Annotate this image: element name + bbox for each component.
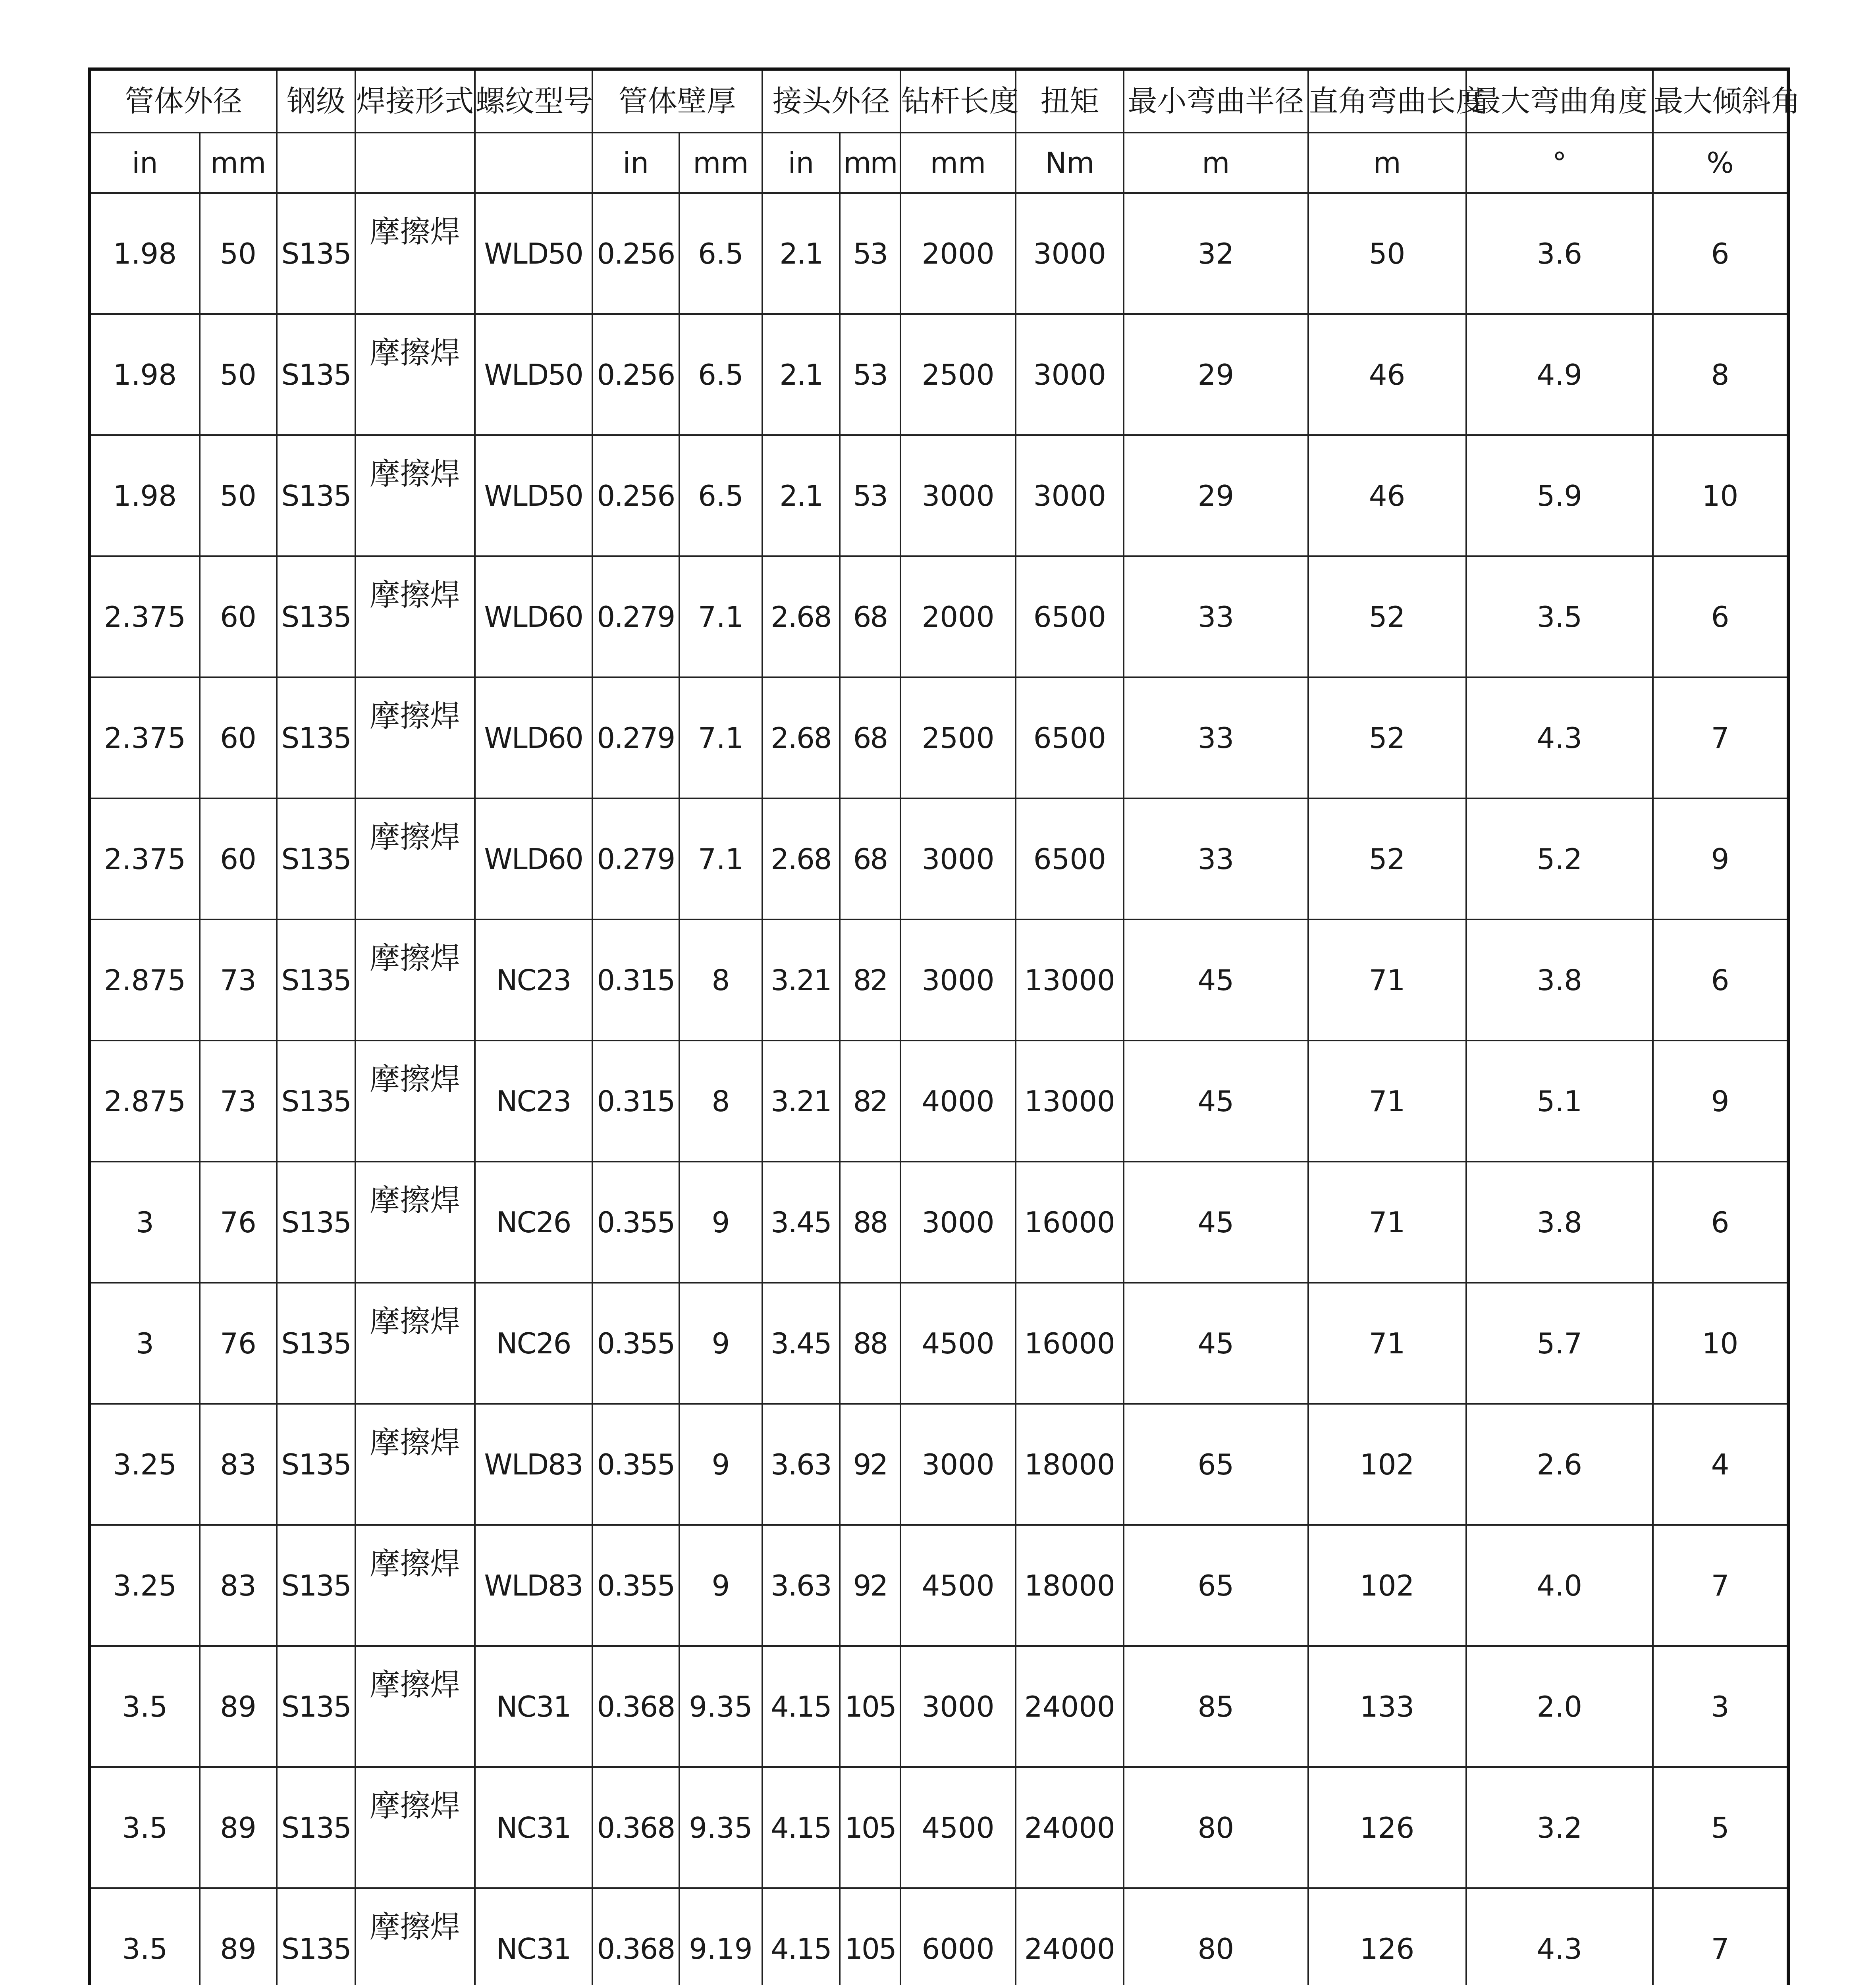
table-cell: 0.355	[592, 1525, 680, 1646]
table-cell: 4.15	[762, 1767, 840, 1888]
unit-cell: in	[89, 133, 200, 193]
table-cell: 9	[1653, 798, 1788, 919]
table-cell: 8	[679, 919, 762, 1041]
table-row	[89, 1888, 1788, 1985]
table-cell: S135	[277, 1283, 355, 1404]
table-cell: 6.5	[679, 193, 762, 314]
table-cell: 3000	[900, 798, 1016, 919]
table-cell: 71	[1308, 1283, 1466, 1404]
table-cell: 65	[1124, 1404, 1308, 1525]
table-cell: 5.7	[1466, 1283, 1653, 1404]
table-cell: 6	[1653, 193, 1788, 314]
column-header: 管体外径	[89, 69, 277, 133]
unit-cell: Nm	[1016, 133, 1124, 193]
table-cell: 6	[1653, 919, 1788, 1041]
table-cell: 29	[1124, 314, 1308, 435]
table-row	[89, 1283, 1788, 1404]
table-cell: 3.21	[762, 1041, 840, 1162]
table-cell: 2.1	[762, 314, 840, 435]
table-cell: 4.0	[1466, 1525, 1653, 1646]
table-cell: 13000	[1016, 919, 1124, 1041]
table-cell: S135	[277, 314, 355, 435]
unit-cell: mm	[840, 133, 900, 193]
unit-cell: m	[1308, 133, 1466, 193]
table-cell: 3	[89, 1283, 200, 1404]
table-cell: 2.6	[1466, 1404, 1653, 1525]
table-cell: 0.315	[592, 1041, 680, 1162]
table-cell: 3.2	[1466, 1767, 1653, 1888]
table-cell: 50	[200, 193, 277, 314]
table-cell: 4000	[900, 1041, 1016, 1162]
table-cell: 摩擦焊	[355, 193, 475, 314]
table-cell: 2.375	[89, 677, 200, 798]
table-cell: 4500	[900, 1283, 1016, 1404]
table-cell: 9	[679, 1283, 762, 1404]
table-cell: WLD83	[475, 1525, 592, 1646]
table-cell: WLD83	[475, 1404, 592, 1525]
table-cell: 摩擦焊	[355, 556, 475, 677]
table-cell: 85	[1124, 1646, 1308, 1767]
table-cell: S135	[277, 1162, 355, 1283]
table-cell: 0.256	[592, 435, 680, 556]
table-cell: 0.355	[592, 1404, 680, 1525]
table-cell: 2.875	[89, 1041, 200, 1162]
table-cell: 2.68	[762, 556, 840, 677]
table-cell: 7	[1653, 1888, 1788, 1985]
table-cell: 3.63	[762, 1525, 840, 1646]
table-cell: 摩擦焊	[355, 1525, 475, 1646]
table-cell: 6500	[1016, 798, 1124, 919]
table-cell: 33	[1124, 798, 1308, 919]
table-cell: 摩擦焊	[355, 1283, 475, 1404]
table-row	[89, 1162, 1788, 1283]
table-cell: 45	[1124, 1283, 1308, 1404]
table-cell: 2.1	[762, 193, 840, 314]
table-cell: 摩擦焊	[355, 1888, 475, 1985]
table-cell: 1.98	[89, 314, 200, 435]
table-cell: 8	[679, 1041, 762, 1162]
table-cell: 2.0	[1466, 1646, 1653, 1767]
table-cell: 3.63	[762, 1404, 840, 1525]
table-cell: S135	[277, 1525, 355, 1646]
table-cell: 68	[840, 677, 900, 798]
column-header: 管体壁厚	[592, 69, 762, 133]
table-cell: 3.5	[89, 1646, 200, 1767]
unit-cell: mm	[200, 133, 277, 193]
table-cell: WLD60	[475, 556, 592, 677]
table-cell: 65	[1124, 1525, 1308, 1646]
table-cell: 2.375	[89, 556, 200, 677]
table-cell: 68	[840, 798, 900, 919]
table-cell: 32	[1124, 193, 1308, 314]
table-cell: 73	[200, 919, 277, 1041]
table-cell: 摩擦焊	[355, 314, 475, 435]
table-cell: 7.1	[679, 677, 762, 798]
table-cell: 9	[679, 1162, 762, 1283]
unit-cell: m	[1124, 133, 1308, 193]
table-cell: 126	[1308, 1767, 1466, 1888]
table-cell: 6500	[1016, 556, 1124, 677]
table-cell: 6.5	[679, 314, 762, 435]
table-cell: 2.375	[89, 798, 200, 919]
table-cell: 9.35	[679, 1767, 762, 1888]
table-cell: S135	[277, 1041, 355, 1162]
table-cell: S135	[277, 193, 355, 314]
table-cell: 3.5	[89, 1767, 200, 1888]
table-cell: 9	[679, 1525, 762, 1646]
table-cell: S135	[277, 919, 355, 1041]
table-cell: 71	[1308, 919, 1466, 1041]
header-row	[89, 69, 1788, 133]
table-cell: 0.368	[592, 1888, 680, 1985]
table-cell: 3000	[900, 435, 1016, 556]
table-cell: 53	[840, 193, 900, 314]
table-cell: S135	[277, 677, 355, 798]
table-cell: 4	[1653, 1404, 1788, 1525]
column-header: 焊接形式	[355, 69, 475, 133]
table-cell: 82	[840, 1041, 900, 1162]
table-row	[89, 798, 1788, 919]
table-cell: 8	[1653, 314, 1788, 435]
table-cell: 3.21	[762, 919, 840, 1041]
table-cell: 52	[1308, 798, 1466, 919]
table-cell: 3.8	[1466, 919, 1653, 1041]
table-cell: 0.355	[592, 1283, 680, 1404]
unit-cell: %	[1653, 133, 1788, 193]
table-cell: 18000	[1016, 1404, 1124, 1525]
table-cell: 88	[840, 1162, 900, 1283]
table-cell: 5.9	[1466, 435, 1653, 556]
table-cell: 16000	[1016, 1162, 1124, 1283]
table-cell: 3.45	[762, 1162, 840, 1283]
table-cell: 45	[1124, 919, 1308, 1041]
table-cell: 76	[200, 1283, 277, 1404]
table-cell: S135	[277, 1767, 355, 1888]
table-cell: 4.15	[762, 1646, 840, 1767]
table-cell: 9.35	[679, 1646, 762, 1767]
table-cell: 2500	[900, 314, 1016, 435]
table-cell: 1.98	[89, 435, 200, 556]
table-cell: 3000	[1016, 314, 1124, 435]
table-row	[89, 1525, 1788, 1646]
table-cell: S135	[277, 1888, 355, 1985]
table-cell: 2.68	[762, 798, 840, 919]
table-cell: 102	[1308, 1404, 1466, 1525]
table-cell: S135	[277, 1404, 355, 1525]
table-cell: NC31	[475, 1767, 592, 1888]
table-cell: 0.256	[592, 193, 680, 314]
table-cell: 60	[200, 677, 277, 798]
table-cell: 16000	[1016, 1283, 1124, 1404]
table-cell: S135	[277, 1646, 355, 1767]
table-cell: 80	[1124, 1767, 1308, 1888]
units-row	[89, 133, 1788, 193]
table-cell: 摩擦焊	[355, 1646, 475, 1767]
table-cell: 2.68	[762, 677, 840, 798]
table-cell: 摩擦焊	[355, 1162, 475, 1283]
table-cell: 2500	[900, 677, 1016, 798]
table-cell: 摩擦焊	[355, 677, 475, 798]
table-cell: 105	[840, 1767, 900, 1888]
table-cell: NC31	[475, 1646, 592, 1767]
table-cell: 9	[679, 1404, 762, 1525]
table-cell: 53	[840, 314, 900, 435]
unit-cell: in	[592, 133, 680, 193]
table-cell: 71	[1308, 1162, 1466, 1283]
table-cell: 53	[840, 435, 900, 556]
column-header: 钻杆长度	[900, 69, 1016, 133]
table-cell: 6	[1653, 1162, 1788, 1283]
table-cell: WLD60	[475, 677, 592, 798]
table-cell: 3000	[900, 1646, 1016, 1767]
table-row	[89, 435, 1788, 556]
unit-cell: mm	[900, 133, 1016, 193]
table-cell: 80	[1124, 1888, 1308, 1985]
table-cell: WLD50	[475, 435, 592, 556]
table-cell: 89	[200, 1888, 277, 1985]
table-cell: 1.98	[89, 193, 200, 314]
table-cell: NC23	[475, 1041, 592, 1162]
table-cell: 0.279	[592, 677, 680, 798]
table-row	[89, 919, 1788, 1041]
table-row	[89, 193, 1788, 314]
table-cell: 10	[1653, 1283, 1788, 1404]
table-cell: 3000	[900, 919, 1016, 1041]
table-cell: 6.5	[679, 435, 762, 556]
table-cell: 6500	[1016, 677, 1124, 798]
table-cell: 60	[200, 556, 277, 677]
table-cell: 0.256	[592, 314, 680, 435]
table-cell: S135	[277, 798, 355, 919]
table-cell: WLD60	[475, 798, 592, 919]
table-cell: WLD50	[475, 314, 592, 435]
table-cell: 3.25	[89, 1404, 200, 1525]
table-cell: 7	[1653, 677, 1788, 798]
table-cell: 3000	[1016, 193, 1124, 314]
table-cell: 52	[1308, 556, 1466, 677]
table-cell: 82	[840, 919, 900, 1041]
table-cell: 3	[89, 1162, 200, 1283]
table-cell: 133	[1308, 1646, 1466, 1767]
table-cell: WLD50	[475, 193, 592, 314]
table-cell: 2000	[900, 556, 1016, 677]
table-cell: 33	[1124, 556, 1308, 677]
table-cell: 0.368	[592, 1646, 680, 1767]
table-cell: 3.6	[1466, 193, 1653, 314]
table-cell: 4.9	[1466, 314, 1653, 435]
table-cell: 0.368	[592, 1767, 680, 1888]
table-cell: 3.5	[1466, 556, 1653, 677]
table-cell: 3000	[900, 1404, 1016, 1525]
table-cell: NC26	[475, 1283, 592, 1404]
column-header: 最大弯曲角度	[1466, 69, 1653, 133]
table-cell: 3000	[1016, 435, 1124, 556]
table-body	[89, 69, 1801, 1985]
unit-cell: in	[762, 133, 840, 193]
column-header: 螺纹型号	[475, 69, 592, 133]
table-cell: 76	[200, 1162, 277, 1283]
table-row	[89, 556, 1788, 677]
table-row	[89, 1041, 1788, 1162]
table-cell: 4500	[900, 1525, 1016, 1646]
table-cell: 摩擦焊	[355, 435, 475, 556]
table-cell: 50	[200, 435, 277, 556]
table-cell: 3.5	[89, 1888, 200, 1985]
table-cell: 7.1	[679, 798, 762, 919]
table-cell: 3.8	[1466, 1162, 1653, 1283]
table-cell: 45	[1124, 1041, 1308, 1162]
table-cell: S135	[277, 556, 355, 677]
table-cell: 92	[840, 1404, 900, 1525]
column-header: 钢级	[277, 69, 355, 133]
table-cell: 10	[1653, 435, 1788, 556]
table-cell: 71	[1308, 1041, 1466, 1162]
table-row	[89, 1404, 1788, 1525]
table-cell: 83	[200, 1525, 277, 1646]
table-cell: 7	[1653, 1525, 1788, 1646]
table-cell: 3.45	[762, 1283, 840, 1404]
unit-cell: °	[1466, 133, 1653, 193]
table-cell: 摩擦焊	[355, 919, 475, 1041]
table-cell: 5.1	[1466, 1041, 1653, 1162]
table-cell: 88	[840, 1283, 900, 1404]
table-cell: 3000	[900, 1162, 1016, 1283]
table-cell: 4.3	[1466, 677, 1653, 798]
table-cell: 89	[200, 1767, 277, 1888]
table-cell: 9.19	[679, 1888, 762, 1985]
table-cell: 50	[1308, 193, 1466, 314]
drill-pipe-spec-table	[88, 67, 1801, 1985]
table-cell: 92	[840, 1525, 900, 1646]
table-row	[89, 1767, 1788, 1888]
table-cell: 0.315	[592, 919, 680, 1041]
table-cell: 52	[1308, 677, 1466, 798]
table-cell: 46	[1308, 314, 1466, 435]
unit-cell	[475, 133, 592, 193]
table-cell: 24000	[1016, 1767, 1124, 1888]
table-cell: 0.355	[592, 1162, 680, 1283]
unit-cell: mm	[679, 133, 762, 193]
table-cell: NC23	[475, 919, 592, 1041]
table-row	[89, 1646, 1788, 1767]
table-cell: 3.25	[89, 1525, 200, 1646]
table-cell: 3	[1653, 1646, 1788, 1767]
table-row	[89, 314, 1788, 435]
table-row	[89, 677, 1788, 798]
unit-cell	[277, 133, 355, 193]
column-header: 直角弯曲长度	[1308, 69, 1466, 133]
column-header: 最小弯曲半径	[1124, 69, 1308, 133]
table-cell: 24000	[1016, 1646, 1124, 1767]
table-cell: 24000	[1016, 1888, 1124, 1985]
table-cell: 摩擦焊	[355, 1041, 475, 1162]
table-cell: 4.15	[762, 1888, 840, 1985]
table-cell: 2000	[900, 193, 1016, 314]
column-header: 接头外径	[762, 69, 900, 133]
table-cell: 46	[1308, 435, 1466, 556]
table-cell: 29	[1124, 435, 1308, 556]
table-cell: 6	[1653, 556, 1788, 677]
table-cell: 68	[840, 556, 900, 677]
table-cell: 9	[1653, 1041, 1788, 1162]
table-cell: 4.3	[1466, 1888, 1653, 1985]
table-cell: 5	[1653, 1767, 1788, 1888]
table-cell: S135	[277, 435, 355, 556]
unit-cell	[355, 133, 475, 193]
table-cell: 60	[200, 798, 277, 919]
table-cell: 50	[200, 314, 277, 435]
table-cell: 83	[200, 1404, 277, 1525]
table-cell: 0.279	[592, 798, 680, 919]
table-cell: 73	[200, 1041, 277, 1162]
table-cell: 4500	[900, 1767, 1016, 1888]
column-header: 最大倾斜角	[1653, 69, 1788, 133]
table-cell: 6000	[900, 1888, 1016, 1985]
table-cell: 105	[840, 1888, 900, 1985]
table-cell: 摩擦焊	[355, 1767, 475, 1888]
table-cell: 105	[840, 1646, 900, 1767]
column-header: 扭矩	[1016, 69, 1124, 133]
table-cell: 5.2	[1466, 798, 1653, 919]
table-cell: NC31	[475, 1888, 592, 1985]
table-cell: 2.875	[89, 919, 200, 1041]
table-cell: 7.1	[679, 556, 762, 677]
table-cell: 摩擦焊	[355, 798, 475, 919]
table-cell: 0.279	[592, 556, 680, 677]
table-cell: 2.1	[762, 435, 840, 556]
table-cell: NC26	[475, 1162, 592, 1283]
table-cell: 45	[1124, 1162, 1308, 1283]
table-cell: 33	[1124, 677, 1308, 798]
table-cell: 18000	[1016, 1525, 1124, 1646]
table-cell: 13000	[1016, 1041, 1124, 1162]
table-cell: 摩擦焊	[355, 1404, 475, 1525]
table-cell: 102	[1308, 1525, 1466, 1646]
table-cell: 126	[1308, 1888, 1466, 1985]
table-cell: 89	[200, 1646, 277, 1767]
